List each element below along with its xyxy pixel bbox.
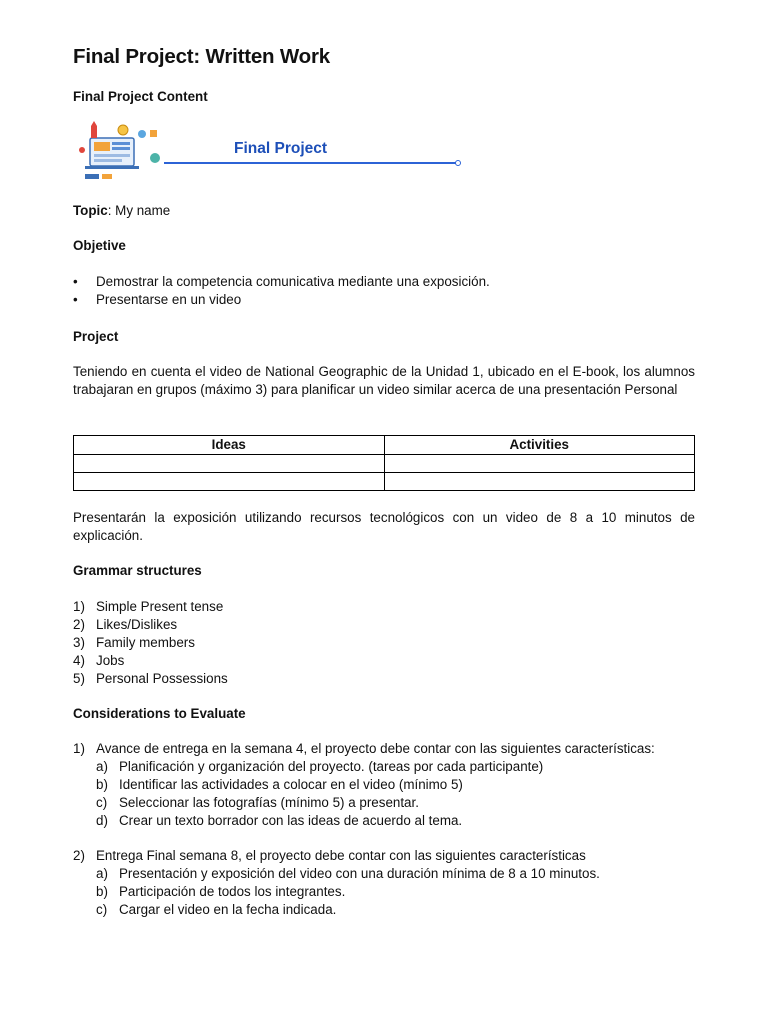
project-paragraph: Teniendo en cuenta el video de National Geographic de la Unidad 1, ubicado en el E-book, los alumnos trabajaran en grupos (máximo 3) para planificar un video similar acerca de una presentación Personal <box>73 364 695 397</box>
considerations-list-week4 <box>73 740 655 758</box>
table-cell <box>74 455 385 473</box>
list-item: • Demostrar la competencia comunicativa mediante una exposición. <box>73 274 490 289</box>
list-item: b) Participación de todos los integrantes. <box>96 884 346 899</box>
banner-title: Final Project <box>234 140 328 157</box>
table-cell <box>384 455 695 473</box>
list-item: 2) Likes/Dislikes <box>73 617 178 632</box>
list-item: 2) Entrega Final semana 8, el proyecto debe contar con las siguientes características <box>73 848 586 863</box>
banner-line <box>164 162 458 164</box>
list-item: c) Cargar el video en la fecha indicada. <box>96 902 337 917</box>
education-illustration-icon <box>76 120 164 184</box>
table-row <box>74 473 695 491</box>
table-header-activities: Activities <box>384 436 695 455</box>
final-project-banner <box>76 120 466 184</box>
list-item: 5) Personal Possessions <box>73 671 228 686</box>
bullet-marker: • <box>73 274 78 289</box>
page-title: Final Project: Written Work <box>73 45 330 68</box>
table-cell <box>74 473 385 491</box>
grammar-heading: Grammar structures <box>73 563 202 578</box>
list-item: 1) Simple Present tense <box>73 599 224 614</box>
list-item: 3) Family members <box>73 635 195 650</box>
considerations-list-week8 <box>73 847 586 865</box>
presentation-paragraph: Presentarán la exposición utilizando recursos tecnológicos con un video de 8 a 10 minutos de explicación. <box>73 510 695 543</box>
table-header-ideas: Ideas <box>74 436 385 455</box>
table-row <box>74 455 695 473</box>
considerations-sublist-week8 <box>73 865 600 919</box>
objective-heading: Objetive <box>73 238 126 253</box>
list-item: 1) Avance de entrega en la semana 4, el proyecto debe contar con las siguientes características: <box>73 741 655 756</box>
list-item: 4) Jobs <box>73 653 125 668</box>
objective-list <box>73 273 490 309</box>
list-item: d) Crear un texto borrador con las ideas de acuerdo al tema. <box>96 813 463 828</box>
considerations-heading: Considerations to Evaluate <box>73 706 246 721</box>
project-heading: Project <box>73 329 119 344</box>
table-header-row <box>74 436 695 455</box>
table-cell <box>384 473 695 491</box>
list-item: c) Seleccionar las fotografías (mínimo 5) a presentar. <box>96 795 419 810</box>
topic-value: : My name <box>107 203 171 218</box>
topic-label: Topic <box>73 203 108 218</box>
ideas-activities-table <box>73 435 695 491</box>
banner-line-end-dot <box>455 160 461 166</box>
grammar-list <box>73 598 228 688</box>
content-heading: Final Project Content <box>73 89 208 104</box>
topic-line <box>73 202 695 220</box>
list-item: • Presentarse en un video <box>73 292 242 307</box>
considerations-sublist-week4 <box>73 758 543 830</box>
list-item: a) Presentación y exposición del video con una duración mínima de 8 a 10 minutos. <box>96 866 600 881</box>
bullet-marker: • <box>73 292 78 307</box>
list-item: b) Identificar las actividades a colocar en el video (mínimo 5) <box>96 777 463 792</box>
list-item: a) Planificación y organización del proyecto. (tareas por cada participante) <box>96 759 544 774</box>
